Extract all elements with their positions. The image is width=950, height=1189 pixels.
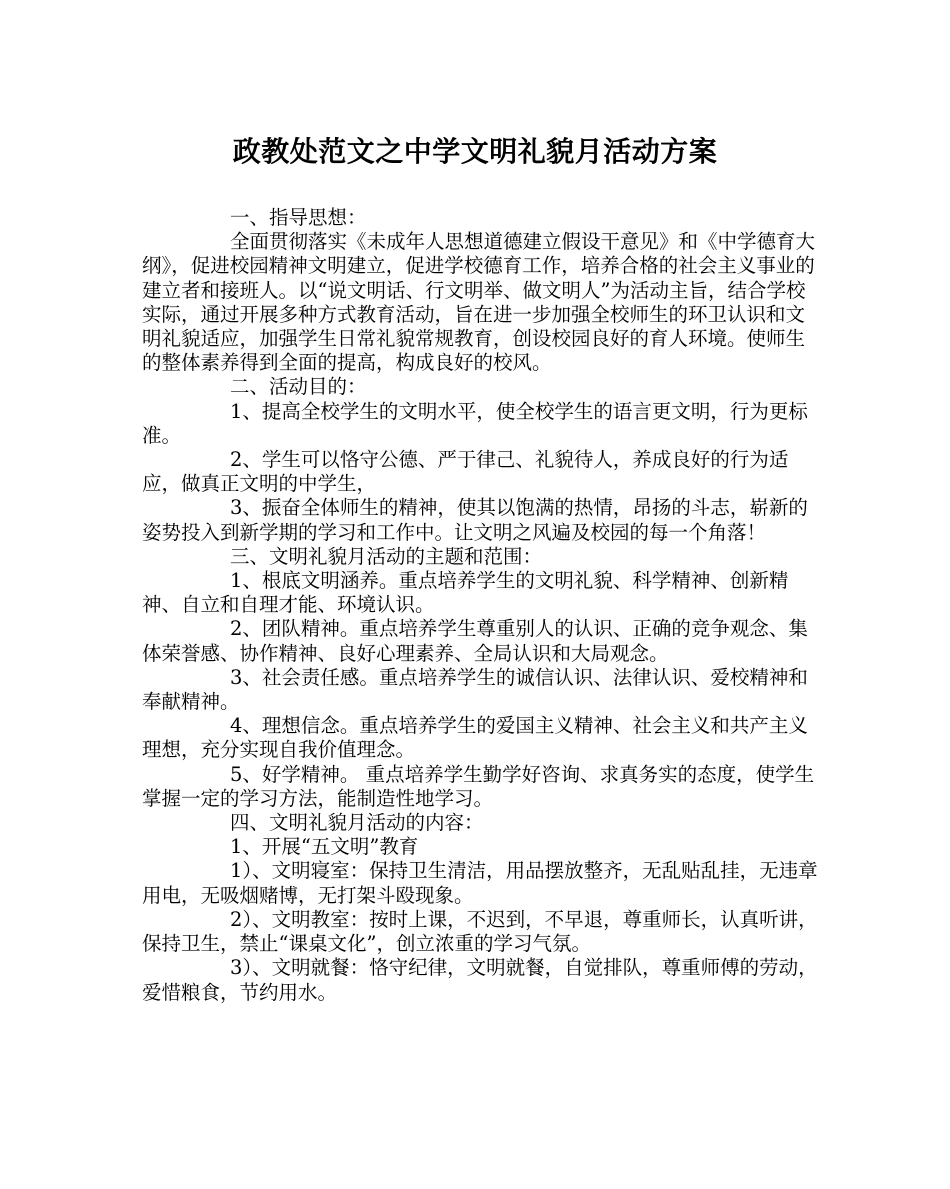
body-paragraph: 3、社会责任感。重点培养学生的诚信认识、法律认识、爱校精神和奉献精神。: [142, 665, 808, 714]
section-heading: 三、文明礼貌月活动的主题和范围：: [230, 544, 543, 568]
body-paragraph: 2）、文明教室：按时上课，不迟到，不早退，尊重师长，认真听讲，保持卫生，禁止“课桌文化”，创立浓重的学习气氛。: [142, 907, 818, 956]
body-paragraph: 2、学生可以恪守公德、严于律己、礼貌待人，养成良好的行为适应，做真正文明的中学生，: [142, 448, 789, 496]
document-title: 政教处范文之中学文明礼貌月活动方案: [232, 135, 718, 168]
body-paragraph: 3、振奋全体师生的精神，使其以饱满的热情，昂扬的斗志，崭新的姿势投入到新学期的学习和工作中。让文明之风遍及校园的每一个角落！: [142, 496, 808, 544]
section-heading: 二、活动目的：: [230, 375, 367, 399]
section-heading: 四、文明礼貌月活动的内容：: [230, 811, 484, 835]
body-paragraph: 1、根底文明涵养。重点培养学生的文明礼貌、科学精神、创新精神、自立和自理才能、环境认识。: [142, 569, 789, 617]
body-paragraph: 1）、文明寝室：保持卫生清洁，用品摆放整齐，无乱贴乱挂，无违章用电，无吸烟赌博，无打架斗殴现象。: [142, 859, 818, 907]
body-paragraph: 全面贯彻落实《未成年人思想道德建立假设干意见》和《中学德育大纲》，促进校园精神文明建立，促进学校德育工作，培养合格的社会主义事业的建立者和接班人。以“说文明话、行文明举、做文明人”为活动主旨，结合学校实际，通过开展多种方式教育活动，旨在进一步加强全校师生的环卫认识和文明礼貌适应，加强学生日常礼貌常规教育，创设校园良好的育人环境。使师生的整体素养得到全面的提高，构成良好的校风。: [142, 230, 816, 375]
body-paragraph: 2、团队精神。重点培养学生尊重别人的认识、正确的竞争观念、集体荣誉感、协作精神、良好心理素养、全局认识和大局观念。: [142, 617, 808, 665]
body-paragraph: 5、好学精神。 重点培养学生勤学好咨询、求真务实的态度，使学生掌握一定的学习方法，能制造性地学习。: [142, 762, 815, 810]
body-paragraph: 1、开展“五文明”教育: [230, 835, 419, 859]
body-paragraph: 1、提高全校学生的文明水平，使全校学生的语言更文明，行为更标准。: [142, 399, 808, 447]
body-paragraph: 3）、文明就餐：恪守纪律，文明就餐，自觉排队，尊重师傅的劳动，爱惜粮食，节约用水。: [142, 956, 818, 1004]
document-body: [142, 206, 822, 1005]
body-paragraph: 4、理想信念。重点培养学生的爱国主义精神、社会主义和共产主义理想，充分实现自我价值理念。: [142, 714, 808, 762]
section-heading: 一、指导思想：: [230, 206, 367, 229]
